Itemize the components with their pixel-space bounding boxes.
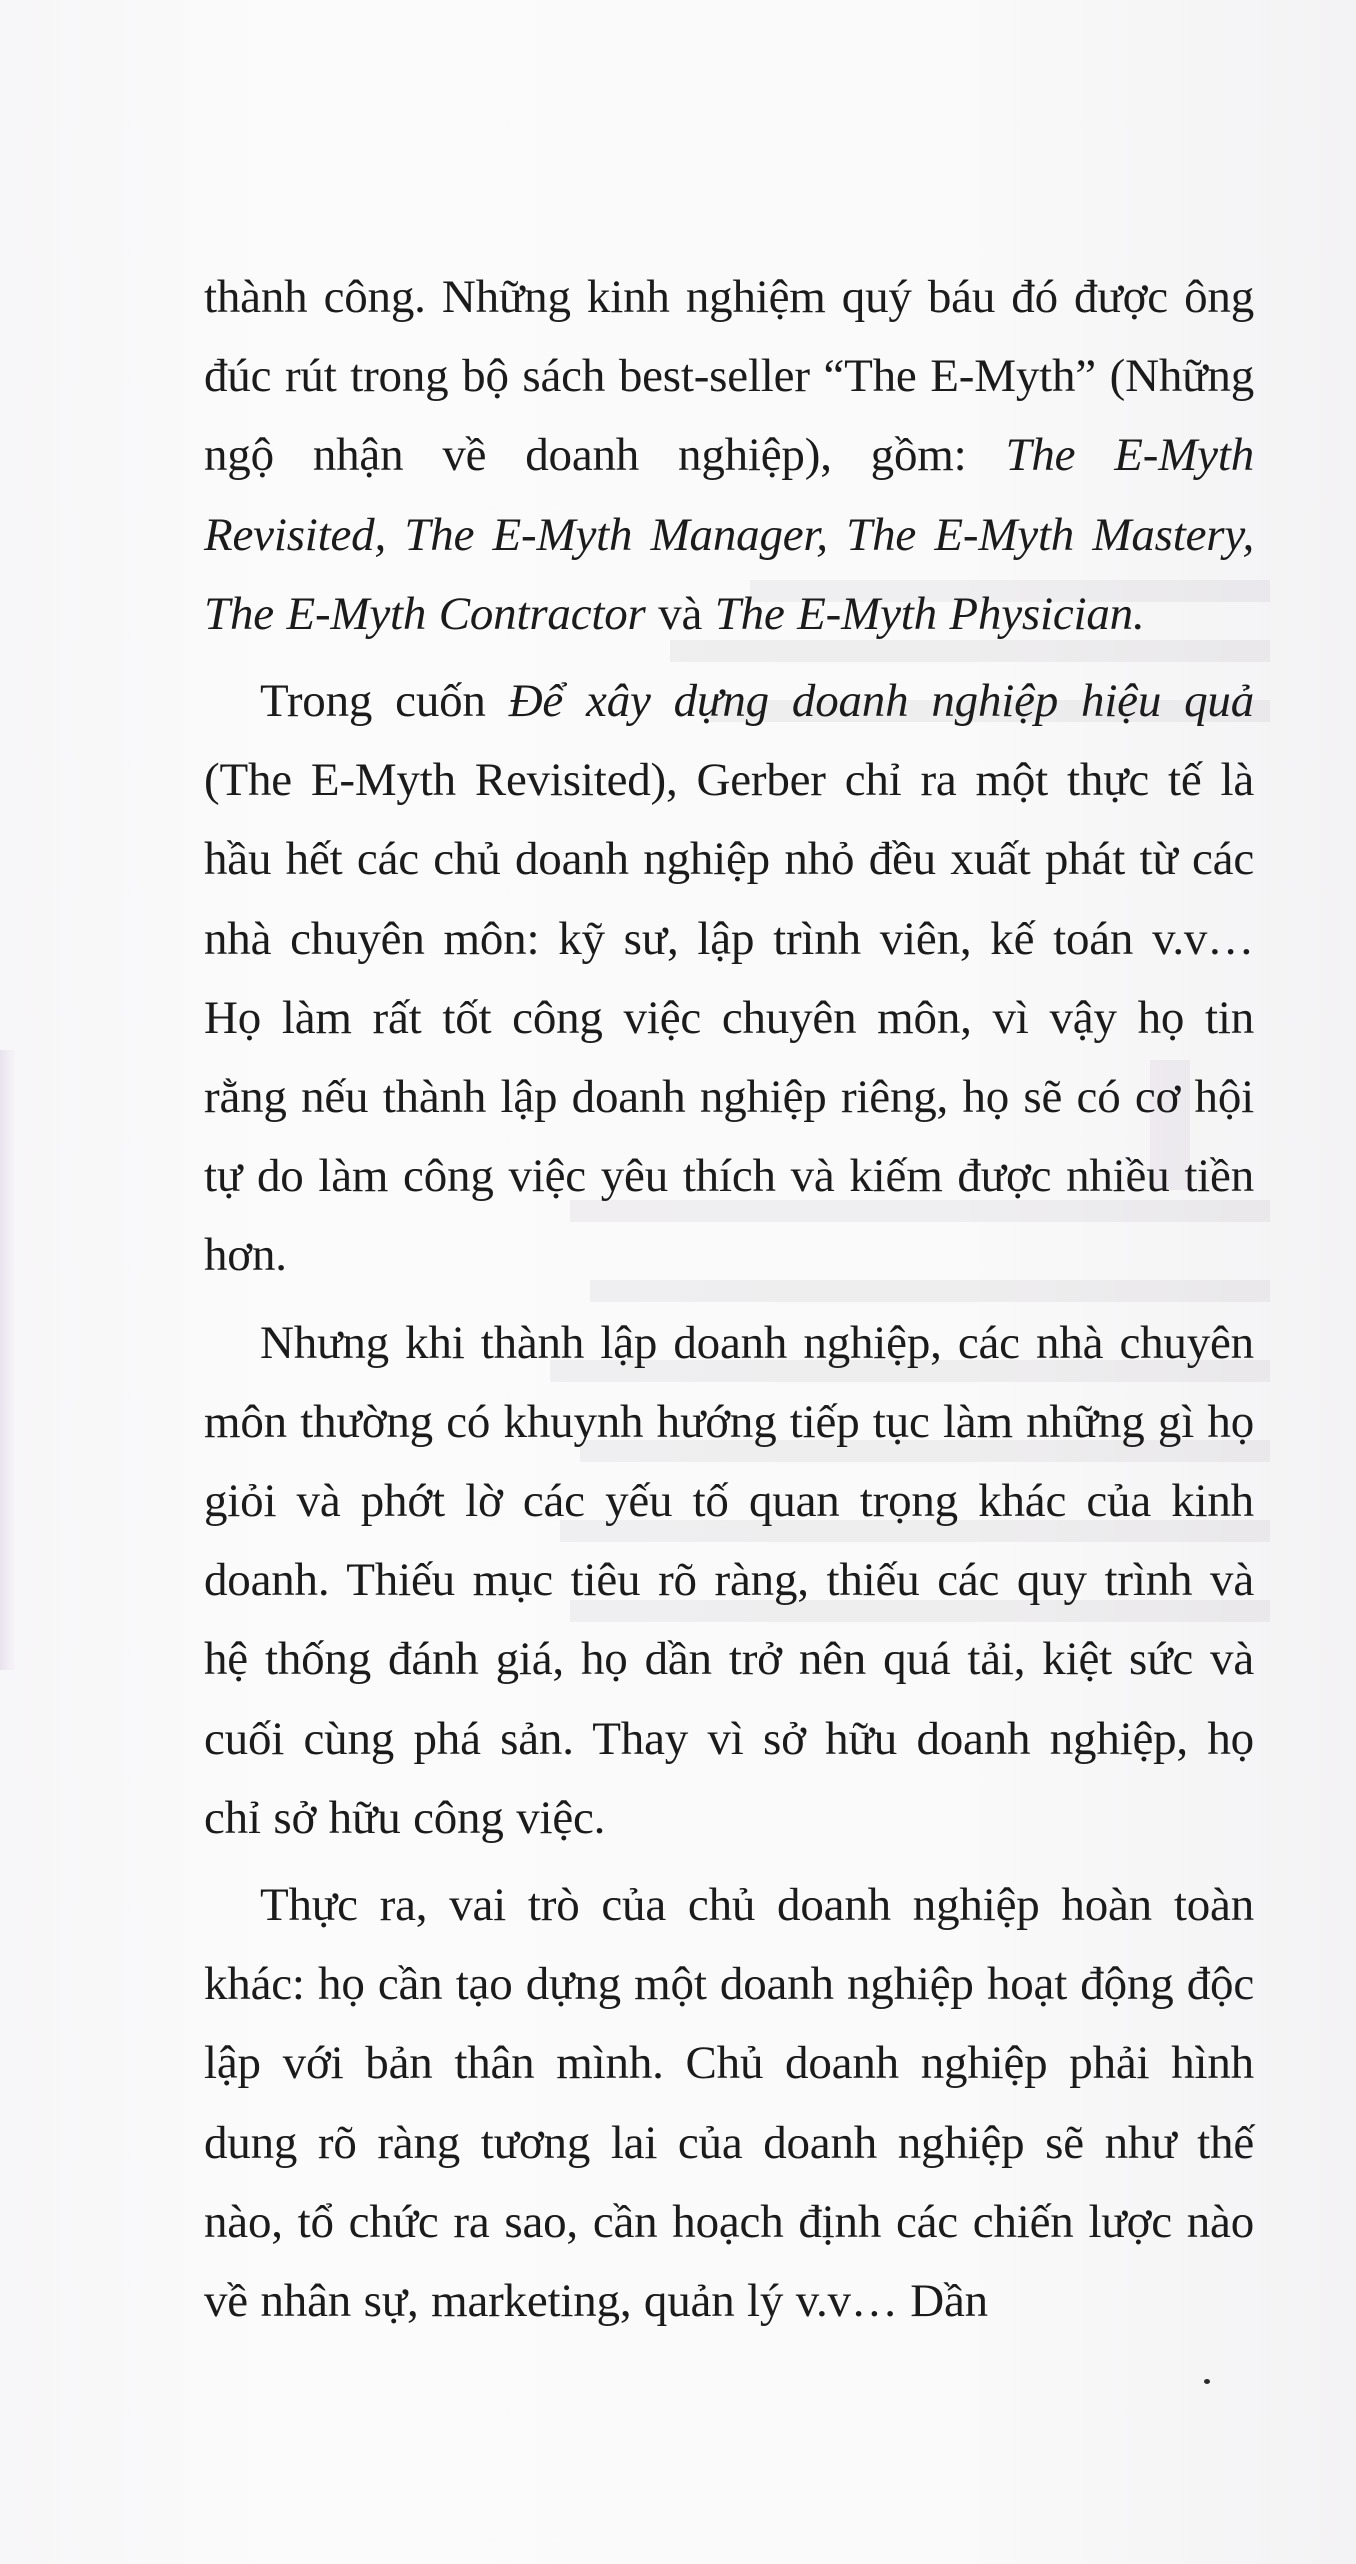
text-run: Thực ra, vai trò của chủ doanh nghiệp hoàn toàn khác: họ cần tạo dựng một doanh nghiệp hoạt động độc lập với bản thân mình. Chủ doanh nghiệp phải hình dung rõ ràng tương lai của doanh nghiệp sẽ như thế nào, tổ chức ra sao, cần hoạch định các chiến lược nào về nhân sự, marketing, quản lý v.v… Dần	[204, 1879, 1254, 2328]
paragraph-3	[204, 1304, 1254, 1858]
text-run: thành công. Những kinh nghiệm quý báu đó được ông đúc rút trong bộ sách best-seller “The E-Myth” (Những ngộ nhận về doanh nghiệp), gồm:	[204, 271, 1254, 482]
text-run: Nhưng khi thành lập doanh nghiệp, các nhà chuyên môn thường có khuynh hướng tiếp tục làm những gì họ giỏi và phớt lờ các yếu tố quan trọng khác của kinh doanh. Thiếu mục tiêu rõ ràng, thiếu các quy trình và hệ thống đánh giá, họ dần trở nên quá tải, kiệt sức và cuối cùng phá sản. Thay vì sở hữu doanh nghiệp, họ chỉ sở hữu công việc.	[204, 1316, 1254, 1844]
italic-title-run: The E-Myth Revisited, The E-Myth Manager, The E-Myth Mastery, The E-Myth Contractor	[204, 429, 1255, 640]
page-edge-shadow	[0, 1050, 16, 1670]
text-run: (The E-Myth Revisited), Gerber chỉ ra một thực tế là hầu hết các chủ doanh nghiệp nhỏ đều xuất phát từ các nhà chuyên môn: kỹ sư, lập trình viên, kế toán v.v… Họ làm rất tốt công việc chuyên môn, vì vậy họ tin rằng nếu thành lập doanh nghiệp riêng, họ sẽ có cơ hội tự do làm công việc yêu thích và kiếm được nhiều tiền hơn.	[204, 754, 1254, 1282]
paragraph-2	[204, 662, 1254, 1296]
print-speck	[1204, 2379, 1210, 2384]
text-run: Trong cuốn	[260, 675, 509, 728]
text-run: và	[645, 587, 715, 640]
italic-title-run: The E-Myth Physician.	[714, 587, 1145, 640]
italic-title-run: Để xây dựng doanh nghiệp hiệu quả	[508, 675, 1254, 728]
body-text	[204, 258, 1254, 2349]
paragraph-1	[204, 258, 1254, 654]
paragraph-4	[204, 1866, 1254, 2341]
